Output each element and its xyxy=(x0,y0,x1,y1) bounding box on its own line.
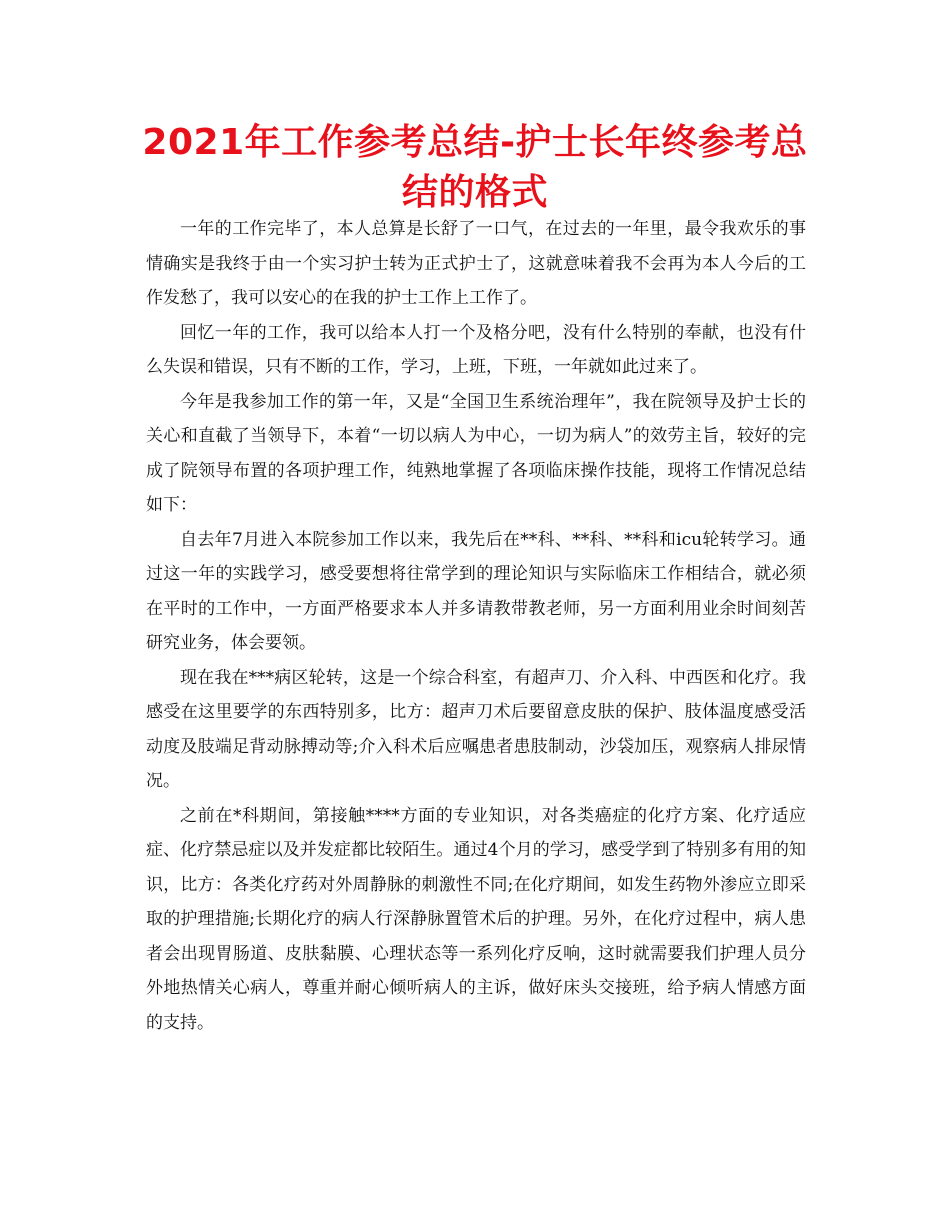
document-body xyxy=(146,212,806,1040)
paragraph: 之前在*科期间，第接触****方面的专业知识，对各类癌症的化疗方案、化疗适应症、化疗禁忌症以及并发症都比较陌生。通过4个月的学习，感受学到了特别多有用的知识，比方：各类化疗药对外周静脉的刺激性不同;在化疗期间，如发生药物外渗应立即采取的护理措施;长期化疗的病人行深静脉置管术后的护理。另外，在化疗过程中，病人患者会出现胃肠道、皮肤黏膜、心理状态等一系列化疗反响，这时就需要我们护理人员分外地热情关心病人，尊重并耐心倾听病人的主诉，做好床头交接班，给予病人情感方面的支持。 xyxy=(146,805,806,1033)
paragraph: 今年是我参加工作的第一年，又是“全国卫生系统治理年”，我在院领导及护士长的关心和直截了当领导下，本着“一切以病人为中心，一切为病人”的效劳主旨，较好的完成了院领导布置的各项护理工作，纯熟地掌握了各项临床操作技能，现将工作情况总结如下： xyxy=(146,391,806,515)
paragraph: 回忆一年的工作，我可以给本人打一个及格分吧，没有什么特别的奉献，也没有什么失误和错误，只有不断的工作，学习，上班，下班，一年就如此过来了。 xyxy=(146,322,806,377)
paragraph: 一年的工作完毕了，本人总算是长舒了一口气，在过去的一年里，最令我欢乐的事情确实是我终于由一个实习护士转为正式护士了，这就意味着我不会再为本人今后的工作发愁了，我可以安心的在我的护士工作上工作了。 xyxy=(146,219,806,308)
document-title: 2021年工作参考总结-护士长年终参考总结的格式 xyxy=(142,122,808,213)
paragraph: 自去年7月进入本院参加工作以来，我先后在**科、**科、**科和icu轮转学习。通过这一年的实践学习，感受要想将往常学到的理论知识与实际临床工作相结合，就必须在平时的工作中，一方面严格要求本人并多请教带教老师，另一方面利用业余时间刻苦研究业务，体会要领。 xyxy=(146,529,806,653)
paragraph: 现在我在***病区轮转，这是一个综合科室，有超声刀、介入科、中西医和化疗。我感受在这里要学的东西特别多，比方：超声刀术后要留意皮肤的保护、肢体温度感受活动度及肢端足背动脉搏动等;介入科术后应嘱患者患肢制动，沙袋加压，观察病人排尿情况。 xyxy=(146,667,806,791)
